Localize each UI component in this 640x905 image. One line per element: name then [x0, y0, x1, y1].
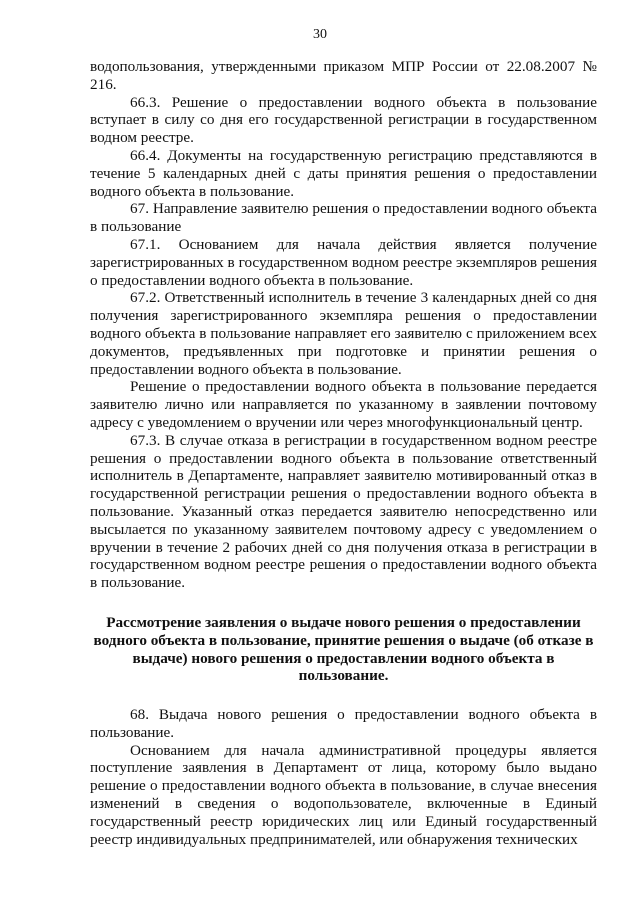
- paragraph: 67.3. В случае отказа в регистрации в государственном водном реестре решения о предоставлении водного объекта в пользование ответственный исполнитель в Департаменте, направляет заявителю мотивированный отказ в государственной регистрации решения о предоставлении водного объекта в пользование. Указанный отказ передается заявителю непосредственно или высылается по указанному заявителем почтовому адресу с уведомлением о вручении в течение 2 рабочих дней со дня получения отказа в регистрации в государственном водном реестре решения о предоставлении водного объекта в пользование.: [90, 431, 597, 592]
- section-heading: Рассмотрение заявления о выдаче нового решения о предоставлении водного объекта в пользование, принятие решения о выдаче (об отказе в выдаче) нового решения о предоставлении водного объекта в пользование.: [93, 613, 594, 685]
- paragraphs-after-heading: [90, 706, 597, 848]
- paragraphs-before-heading: [90, 58, 597, 592]
- paragraph: 68. Выдача нового решения о предоставлении водного объекта в пользование.: [90, 706, 597, 741]
- page-number: 30: [313, 27, 327, 42]
- paragraph: водопользования, утвержденными приказом МПР России от 22.08.2007 № 216.: [90, 58, 597, 93]
- paragraph: 66.4. Документы на государственную регистрацию представляются в течение 5 календарных дней с даты принятия решения о предоставлении водного объекта в пользование.: [90, 146, 597, 200]
- paragraph: Решение о предоставлении водного объекта в пользование передается заявителю лично или направляется по указанному в заявлении почтовому адресу с уведомлением о вручении или через многофункциональный центр.: [90, 378, 597, 431]
- document-body: [90, 58, 597, 848]
- paragraph: 67.2. Ответственный исполнитель в течение 3 календарных дней со дня получения зарегистрированного экземпляра решения о предоставлении водного объекта в пользование направляет его заявителю с приложением всех документов, предъявленных при подготовке и принятии решения о предоставлении водного объекта в пользование.: [90, 289, 597, 378]
- paragraph: 67. Направление заявителю решения о предоставлении водного объекта в пользование: [90, 200, 597, 236]
- paragraph: Основанием для начала административной процедуры является поступление заявления в Департамент от лица, которому было выдано решение о предоставлении водного объекта в пользование, в случае внесения изменений в сведения о водопользователе, включенные в Единый государственный реестр юридических лиц или Единый государственный реестр индивидуальных предпринимателей, или обнаружения технических: [90, 741, 597, 848]
- paragraph: 66.3. Решение о предоставлении водного объекта в пользование вступает в силу со дня его государственной регистрации в государственном водном реестре.: [90, 93, 597, 147]
- paragraph: 67.1. Основанием для начала действия является получение зарегистрированных в государственном водном реестре экземпляров решения о предоставлении водного объекта в пользование.: [90, 235, 597, 289]
